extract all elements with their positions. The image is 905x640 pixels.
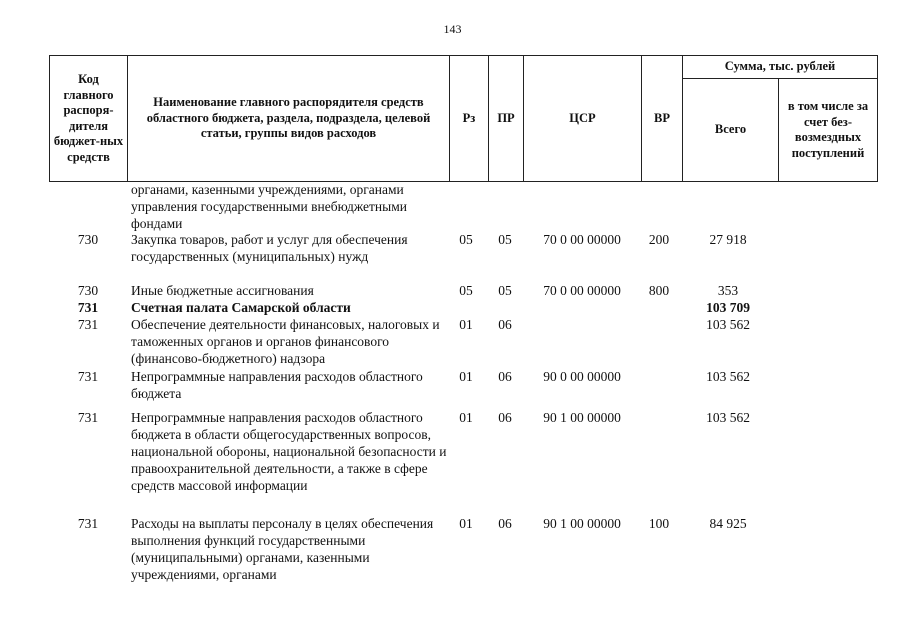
row-total: 103 562 (706, 369, 750, 384)
row-pr: 06 (498, 317, 512, 332)
row-code: 730 (77, 232, 99, 247)
table-body (49, 181, 877, 583)
header-free: в том числе за счет без-возмездных поступлений (779, 79, 878, 182)
row-total: 103 709 (706, 300, 750, 315)
row-total: 103 562 (706, 317, 750, 332)
row-csr: 90 0 00 00000 (543, 369, 621, 384)
row-name: Непрограммные направления расходов областного бюджета в области общегосударственных вопросов, национальной обороны, национальной безопасности и правоохранительной деятельности, а также в сфере средств массовой информации (131, 410, 447, 493)
row-total: 84 925 (709, 516, 747, 531)
row-name: органами, казенными учреждениями, органами управления государственными внебюджетными фондами (131, 182, 407, 231)
row-name: Счетная палата Самарской области (131, 300, 351, 315)
row-rz: 01 (459, 317, 473, 332)
row-rz: 05 (459, 283, 473, 298)
row-csr: 70 0 00 00000 (543, 232, 621, 247)
row-name: Закупка товаров, работ и услуг для обеспечения государственных (муниципальных) нужд (131, 232, 408, 264)
table-row (49, 181, 877, 231)
header-pr: ПР (489, 56, 524, 182)
row-code: 731 (77, 410, 99, 425)
header-total: Всего (683, 79, 779, 182)
row-name: Иные бюджетные ассигнования (131, 283, 314, 298)
row-pr: 06 (498, 410, 512, 425)
header-code: Код главного распоря-дителя бюджет-ных средств (50, 56, 128, 182)
row-csr: 90 1 00 00000 (543, 516, 621, 531)
header-csr: ЦСР (524, 56, 642, 182)
row-name: Непрограммные направления расходов областного бюджета (131, 369, 423, 401)
page-number: 143 (443, 22, 462, 36)
header-vr: ВР (642, 56, 683, 182)
row-pr: 06 (498, 369, 512, 384)
row-code: 731 (77, 317, 99, 332)
row-pr: 06 (498, 516, 512, 531)
header-sum: Сумма, тыс. рублей (683, 56, 878, 79)
row-name: Обеспечение деятельности финансовых, налоговых и таможенных органов и органов финансового (финансово-бюджетного) надзора (131, 317, 440, 366)
table-row (49, 299, 877, 316)
table-row (49, 231, 877, 282)
row-csr: 70 0 00 00000 (543, 283, 621, 298)
table-row (49, 316, 877, 368)
row-code: 731 (77, 516, 99, 531)
row-rz: 01 (459, 410, 473, 425)
header-rz: Рз (450, 56, 489, 182)
table-row (49, 515, 877, 583)
row-pr: 05 (498, 283, 512, 298)
row-csr: 90 1 00 00000 (543, 410, 621, 425)
table-row (49, 409, 877, 515)
row-vr: 200 (648, 232, 670, 247)
table-header (49, 55, 878, 182)
row-vr: 100 (648, 516, 670, 531)
row-rz: 01 (459, 369, 473, 384)
row-rz: 01 (459, 516, 473, 531)
row-name: Расходы на выплаты персоналу в целях обеспечения выполнения функций государственными (муниципальными) органами, казенными учреждениями, органами (131, 516, 434, 582)
row-pr: 05 (498, 232, 512, 247)
row-code: 731 (77, 300, 99, 315)
table-row (49, 282, 877, 299)
row-code: 730 (77, 283, 99, 298)
row-rz: 05 (459, 232, 473, 247)
row-total: 353 (717, 283, 739, 298)
row-total: 27 918 (709, 232, 747, 247)
table-row (49, 368, 877, 409)
header-name: Наименование главного распорядителя средств областного бюджета, раздела, подраздела, целевой статьи, группы видов расходов (128, 56, 450, 182)
row-vr: 800 (648, 283, 670, 298)
row-total: 103 562 (706, 410, 750, 425)
row-code: 731 (77, 369, 99, 384)
